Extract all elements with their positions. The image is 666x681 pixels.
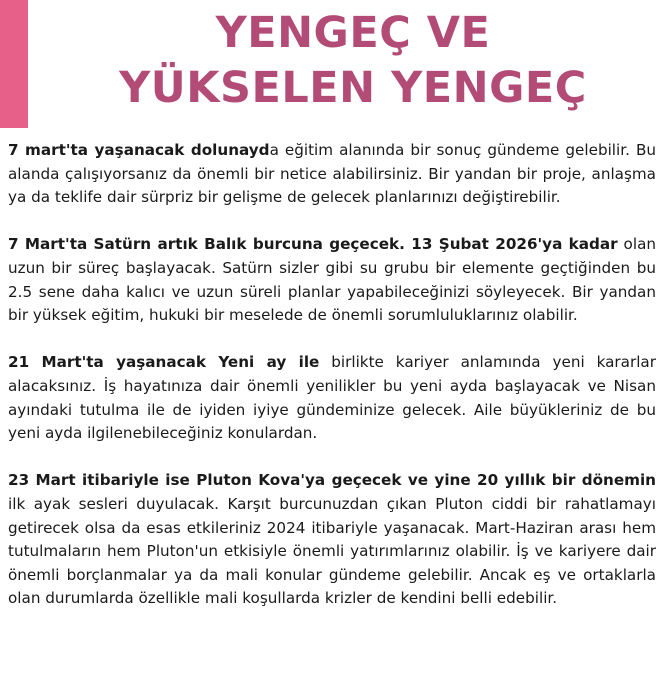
paragraph-text: ilk ayak sesleri duyulacak. Karşıt burcunuzdan çıkan Pluton ciddi bir rahatlamayı getirecek olsa da esas etkileriniz 2024 itibariyle yaşanacak. Mart-Haziran arası hem tutulmaların hem Pluton'un etkisiyle önemli yatırımlarınız olabilir. İş ve kariyere dair önemli borçlanmalar ya da mali konular gündeme gelebilir. Ancak eş ve ortaklarla olan durumlarda özellikle mali koşullarda krizler de kendini belli edebilir.	[8, 494, 656, 608]
paragraph-lead: 7 Mart'ta Satürn artık Balık burcuna geçecek. 13 Şubat 2026'ya kadar	[8, 235, 618, 254]
paragraph-lead: 7 mart'ta yaşanacak dolunayd	[8, 141, 270, 159]
paragraph-lead: 23 Mart itibariyle ise Pluton Kova'ya geçecek ve yine 20 yıllık bir dönemin	[8, 471, 656, 490]
paragraph-new-moon	[8, 351, 656, 445]
paragraph-pluto	[8, 469, 656, 611]
paragraph-text: birlikte kariyer anlamında yeni kararlar alacaksınız. İş hayatınıza dair önemli yenilikler bu yeni ayda başlayacak ve Nisan ayındaki tutulma ile de iyiden iyiye gündeminize gelecek. Aile büyükleriniz de bu yeni ayda ilgilenebileceğiniz konulardan.	[8, 353, 656, 443]
paragraph-saturn	[8, 233, 656, 327]
article-body	[8, 139, 656, 611]
title-line-1: YENGEÇ VE	[215, 8, 491, 58]
paragraph-lead: 21 Mart'ta yaşanacak Yeni ay ile	[8, 353, 320, 372]
accent-bar	[0, 0, 28, 128]
title-line-2: YÜKSELEN YENGEÇ	[119, 63, 587, 113]
page-title	[40, 6, 666, 116]
paragraph-full-moon	[8, 139, 656, 210]
paragraph-text: olan uzun bir süreç başlayacak. Satürn sizler gibi su grubu bir elemente geçtiğinden bu 2.5 sene daha kalıcı ve uzun süreli planlar yapabileceğinizi söyleyecek. Bir yandan bir yüksek eğitim, hukuki bir meselede de önemli sorumluluklarınız olabilir.	[8, 235, 657, 325]
paragraph-text: a eğitim alanında bir sonuç gündeme gelebilir. Bu alanda çalışıyorsanız da önemli bir netice alabilirsiniz. Bir yandan bir proje, anlaşma ya da teklife dair sürpriz bir gelişme de gelecek planlarınızı değiştirebilir.	[8, 141, 656, 207]
